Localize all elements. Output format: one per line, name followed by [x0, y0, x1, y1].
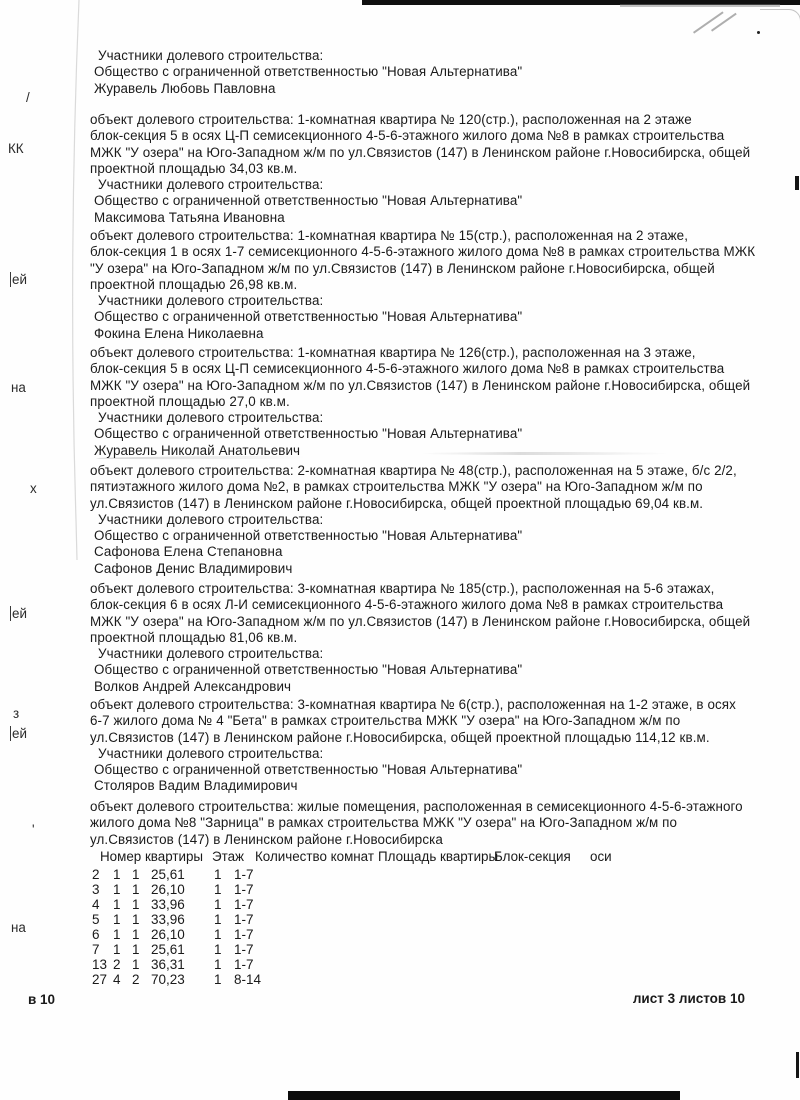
table-cell: 1-7	[234, 942, 254, 957]
text-line: блок-секция 6 в осях Л-И семисекционного 4-5-6-этажного жилого дома №8 в рамках строительства	[90, 597, 724, 613]
object-block-residential	[90, 799, 770, 848]
table-cell: 13	[92, 957, 108, 972]
table-cell: 2	[92, 867, 100, 882]
text-line: Общество с ограниченной ответственностью "Новая Альтернатива"	[94, 762, 523, 778]
table-row	[90, 867, 390, 882]
table-header-room-count: Количество комнат	[255, 849, 374, 864]
text-line: Журавель Николай Анатольевич	[94, 442, 301, 458]
table-row	[90, 882, 390, 897]
table-cell: 1	[214, 912, 222, 927]
table-row	[90, 957, 390, 972]
scan-artifact-text: на	[11, 920, 26, 935]
table-cell: 33,96	[151, 897, 185, 912]
table-cell: 1	[132, 957, 140, 972]
object-block-apt-15	[90, 228, 770, 342]
text-line: Максимова Татьяна Ивановна	[94, 209, 285, 225]
table-cell: 1	[214, 972, 222, 987]
table-cell: 1	[132, 912, 140, 927]
text-line: МЖК "У озера" на Юго-Западном ж/м по ул.Связистов (147) в Ленинском районе г.Новосибирска, общей	[90, 613, 751, 629]
text-line: ул.Связистов (147) в Ленинском районе г.Новосибирска, общей проектной площадью 69,04 кв.м.	[90, 495, 704, 511]
table-cell: 1	[113, 897, 121, 912]
table-cell: 1	[214, 867, 222, 882]
text-line: объект долевого строительства: 1-комнатная квартира № 126(стр.), расположенная на 3 этаже,	[90, 345, 696, 360]
table-cell: 27	[92, 972, 108, 987]
table-cell: 1	[132, 927, 140, 942]
text-line: Журавель Любовь Павловна	[94, 80, 276, 96]
table-header-axes: оси	[590, 849, 612, 864]
text-line: Участники долевого строительства:	[98, 646, 324, 662]
table-cell: 1-7	[234, 882, 254, 897]
text-line: ул.Связистов (147) в Ленинском районе г.Новосибирска, общей проектной площадью 114,12 кв.м.	[90, 729, 710, 745]
scan-artifact-text: ей	[12, 272, 27, 287]
table-cell: 1	[132, 942, 140, 957]
table-cell: 70,23	[151, 972, 185, 987]
text-line: Волков Андрей Александрович	[94, 678, 292, 694]
table-cell: 25,61	[151, 867, 185, 882]
text-line: Участники долевого строительства:	[98, 293, 324, 309]
ink-dot	[757, 31, 760, 34]
table-row	[90, 897, 390, 912]
table-cell: 26,10	[151, 927, 185, 942]
scan-artifact-text: '	[32, 822, 35, 837]
participants-intro	[90, 48, 770, 97]
table-header-area: Площадь квартиры	[378, 849, 499, 864]
scan-artifact-text: /	[26, 90, 30, 105]
text-line: блок-секция 5 в осях Ц-П семисекционного 4-5-6-этажного жилого дома №8 в рамках строительства	[90, 128, 725, 144]
table-cell: 36,31	[151, 957, 185, 972]
table-cell: 1	[132, 897, 140, 912]
text-line: Участники долевого строительства:	[98, 177, 324, 193]
text-line: Общество с ограниченной ответственностью "Новая Альтернатива"	[94, 193, 523, 209]
text-line: Участники долевого строительства:	[98, 511, 324, 527]
object-block-apt-120	[90, 112, 770, 226]
text-line: объект долевого строительства: 3-комнатная квартира № 185(стр.), расположенная на 5-6 этажах,	[90, 581, 715, 596]
object-block-apt-6	[90, 697, 770, 795]
scan-artifact-text: ей	[12, 606, 27, 621]
text-line: объект долевого строительства: 2-комнатная квартира № 48(стр.), расположенная на 5 этаже, б/с 2/2,	[90, 463, 737, 478]
table-cell: 1-7	[234, 867, 254, 882]
table-cell: 2	[113, 957, 121, 972]
scan-artifact-text: на	[11, 380, 26, 395]
text-line: объект долевого строительства: жилые помещения, расположенная в семисекционного 4-5-6-этажного	[90, 799, 743, 814]
text-line: жилого дома №8 "Зарница" в рамках строительства МЖК "У озера" на Юго-Западном ж/м по	[90, 815, 678, 831]
scan-artifact-text: КК	[8, 141, 24, 156]
scan-black-bar-bottom	[288, 1091, 680, 1100]
scan-artifact-text: з	[13, 706, 20, 721]
text-line: блок-секция 1 в осях 1-7 семисекционного 4-5-6-этажного жилого дома №8 в рамках строительства МЖК	[90, 244, 756, 260]
text-line: ул.Связистов (147) в Ленинском районе г.Новосибирска	[90, 831, 443, 847]
table-cell: 1	[132, 867, 140, 882]
scan-artifact-text: х	[30, 481, 37, 496]
text-line: проектной площадью 81,06 кв.м.	[90, 629, 298, 645]
table-cell: 1	[113, 912, 121, 927]
table-cell: 4	[92, 897, 100, 912]
text-line: Общество с ограниченной ответственностью "Новая Альтернатива"	[94, 662, 523, 678]
table-cell: 1-7	[234, 912, 254, 927]
text-line: Общество с ограниченной ответственностью "Новая Альтернатива"	[94, 309, 523, 325]
page-footer-left-mark: в 10	[28, 992, 56, 1007]
table-cell: 1	[132, 882, 140, 897]
table-cell: 8-14	[234, 972, 262, 987]
scan-fold-line	[66, 0, 88, 560]
table-row	[90, 912, 390, 927]
text-line: объект долевого строительства: 3-комнатная квартира № 6(стр.), расположенная на 1-2 этаже, в осях	[90, 697, 736, 712]
table-cell: 1-7	[234, 957, 254, 972]
text-line: Общество с ограниченной ответственностью "Новая Альтернатива"	[94, 426, 523, 442]
text-line: пятиэтажного жилого дома №2, в рамках строительства МЖК "У озера" на Юго-Западном ж/м по	[90, 479, 703, 495]
table-cell: 5	[92, 912, 100, 927]
table-cell: 1-7	[234, 927, 254, 942]
pen-slash-mark	[693, 11, 723, 33]
table-header-block-section: Блок-секция	[494, 849, 571, 864]
text-line: объект долевого строительства: 1-комнатная квартира № 15(стр.), расположенная на 2 этаже,	[90, 228, 689, 243]
table-cell: 25,61	[151, 942, 185, 957]
table-row	[90, 972, 390, 987]
table-cell: 6	[92, 927, 100, 942]
page-corner-outline	[760, 9, 800, 28]
table-cell: 1	[214, 882, 222, 897]
table-cell: 3	[92, 882, 100, 897]
text-line: МЖК "У озера" на Юго-Западном ж/м по ул.Связистов (147) в Ленинском районе г.Новосибирска, общей	[90, 377, 751, 393]
text-line: Фокина Елена Николаевна	[94, 325, 264, 341]
table-cell: 26,10	[151, 882, 185, 897]
text-line: блок-секция 5 в осях Ц-П семисекционного 4-5-6-этажного жилого дома №8 в рамках строительства	[90, 361, 725, 377]
table-cell: 1	[113, 867, 121, 882]
table-cell: 2	[132, 972, 140, 987]
table-header-apartment-number: Номер квартиры	[100, 849, 204, 864]
table-cell: 7	[92, 942, 100, 957]
object-block-apt-185	[90, 581, 770, 695]
text-line: проектной площадью 26,98 кв.м.	[90, 276, 298, 292]
text-line: Общество с ограниченной ответственностью "Новая Альтернатива"	[94, 64, 523, 80]
text-line: проектной площадью 27,0 кв.м.	[90, 393, 290, 409]
table-cell: 1	[113, 882, 121, 897]
scan-gray-smear-top	[620, 4, 780, 7]
text-line: Участники долевого строительства:	[98, 745, 324, 761]
scan-artifact-text: ей	[12, 726, 27, 741]
table-cell: 4	[113, 972, 121, 987]
table-cell: 1	[214, 957, 222, 972]
table-cell: 1	[214, 942, 222, 957]
text-line: Сафонов Денис Владимирович	[94, 560, 293, 576]
text-line: Общество с ограниченной ответственностью "Новая Альтернатива"	[94, 528, 523, 544]
text-line: 6-7 жилого дома № 4 "Бета" в рамках строительства МЖК "У озера" на Юго-Западном ж/м по	[90, 713, 681, 729]
object-block-apt-126	[90, 345, 770, 459]
table-cell: 1-7	[234, 897, 254, 912]
text-line: Столяров Вадим Владимирович	[94, 778, 298, 794]
table-cell: 1	[113, 942, 121, 957]
text-line: Участники долевого строительства:	[98, 48, 324, 63]
text-line: МЖК "У озера" на Юго-Западном ж/м по ул.Связистов (147) в Ленинском районе г.Новосибирска, общей	[90, 144, 751, 160]
table-cell: 1	[113, 927, 121, 942]
table-cell: 33,96	[151, 912, 185, 927]
table-header-floor: Этаж	[212, 849, 245, 864]
table-header-row	[90, 849, 710, 866]
text-line: "У озера" на Юго-Западном ж/м по ул.Связистов (147) в Ленинском районе г.Новосибирска, общей	[90, 260, 715, 276]
text-line: объект долевого строительства: 1-комнатная квартира № 120(стр.), расположенная на 2 этаже	[90, 112, 692, 127]
page-footer-sheet-number: лист 3 листов 10	[632, 991, 745, 1006]
table-cell: 1	[214, 897, 222, 912]
text-line: проектной площадью 34,03 кв.м.	[90, 160, 298, 176]
table-row	[90, 942, 390, 957]
object-block-apt-48	[90, 463, 770, 577]
text-line: Сафонова Елена Степановна	[94, 544, 283, 560]
scan-edge-tick	[796, 1052, 799, 1078]
table-cell: 1	[214, 927, 222, 942]
text-line: Участники долевого строительства:	[98, 410, 324, 426]
scan-edge-tick	[795, 176, 799, 190]
table-row	[90, 927, 390, 942]
